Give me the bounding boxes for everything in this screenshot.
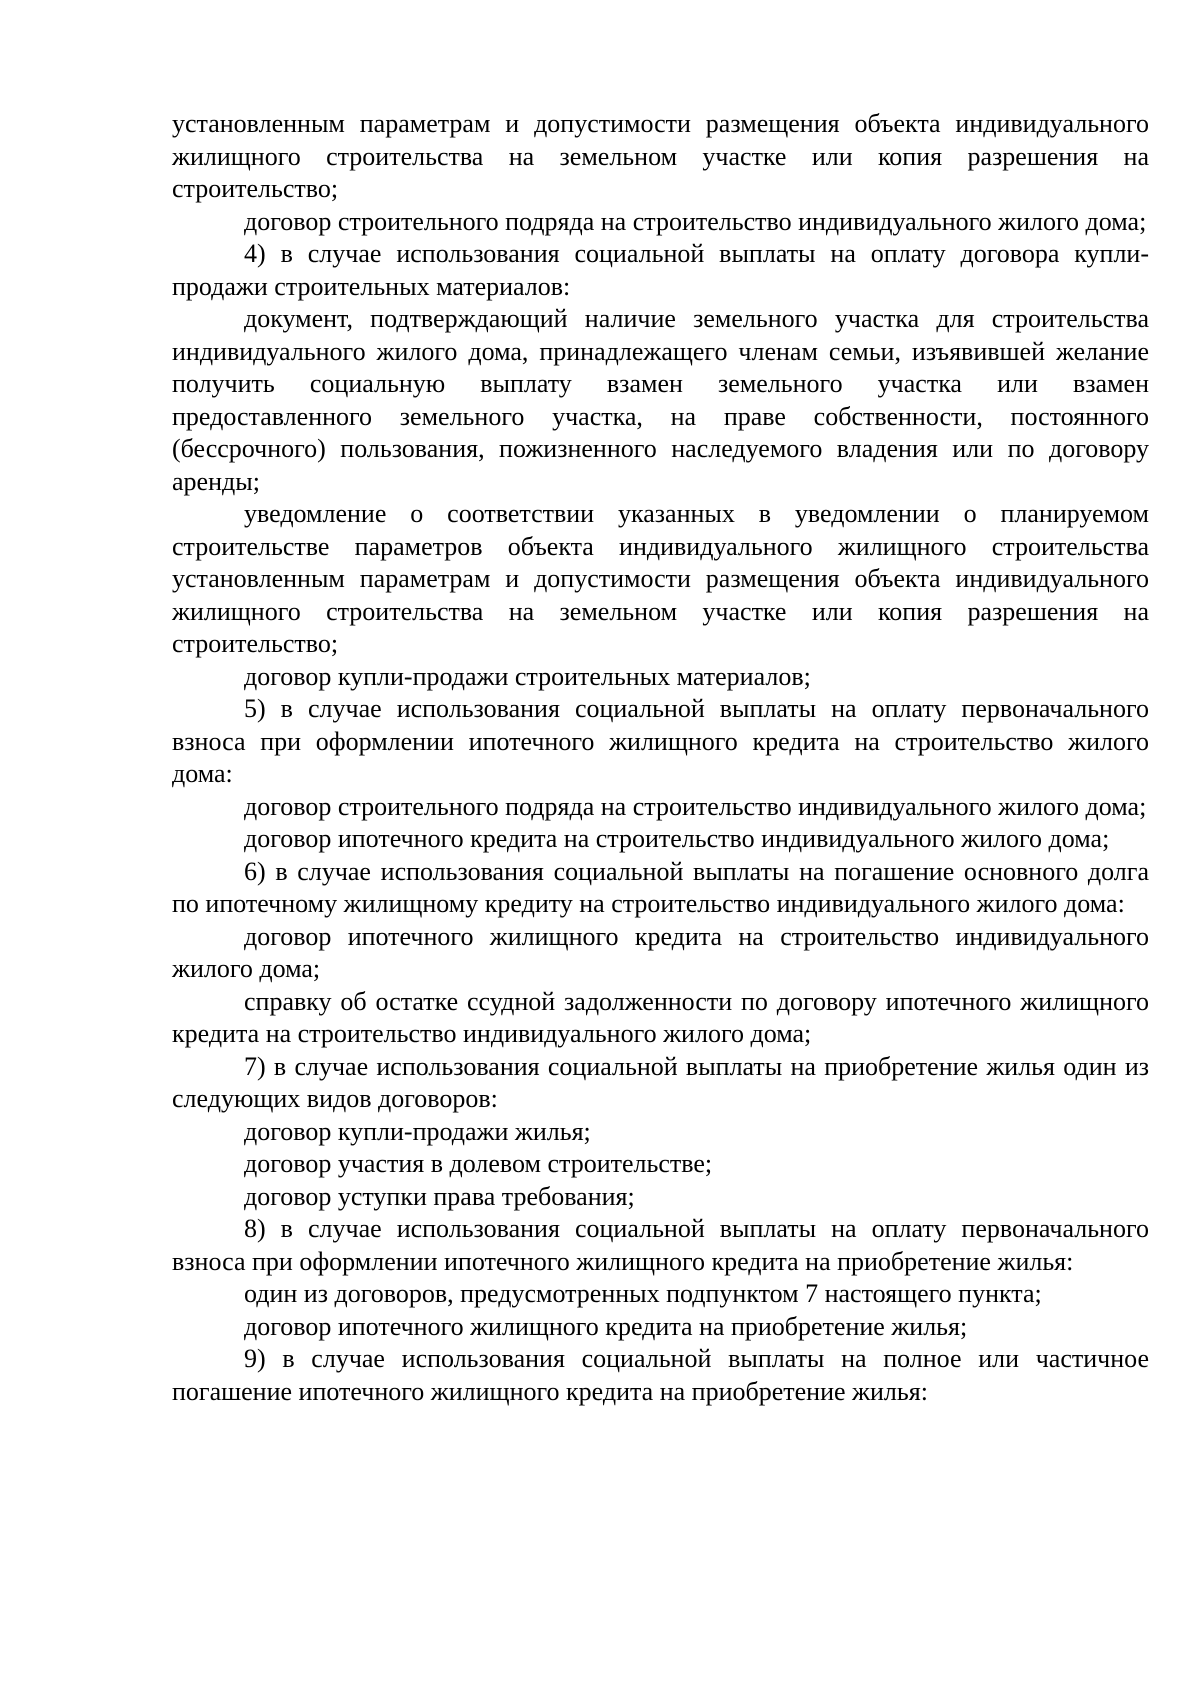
paragraph-8: договор строительного подряда на строительство индивидуального жилого дома; bbox=[244, 791, 1147, 821]
paragraph-2: договор строительного подряда на строительство индивидуального жилого дома; bbox=[244, 206, 1147, 236]
paragraph-14: договор купли-продажи жилья; bbox=[244, 1116, 591, 1146]
paragraph-9: договор ипотечного кредита на строительство индивидуального жилого дома; bbox=[244, 824, 1110, 853]
document-page bbox=[172, 108, 1149, 1408]
paragraph-12: справку об остатке ссудной задолженности по договору ипотечного жилищного кредита на строительство индивидуального жилого дома; bbox=[172, 986, 1149, 1048]
paragraph-10: 6) в случае использования социальной выплаты на погашение основного долга по ипотечному жилищному кредиту на строительство индивидуального жилого дома: bbox=[172, 856, 1149, 918]
paragraph-3: 4) в случае использования социальной выплаты на оплату договора купли-продажи строительных материалов: bbox=[172, 239, 1149, 301]
paragraph-4: документ, подтверждающий наличие земельного участка для строительства индивидуального жилого дома, принадлежащего членам семьи, изъявившей желание получить социальную выплату взамен земельного участка или взамен предоставленного земельного участка, на праве собственности, постоянного (бессрочного) пользования, пожизненного наследуемого владения или по договору аренды; bbox=[172, 304, 1149, 496]
paragraph-13: 7) в случае использования социальной выплаты на приобретение жилья один из следующих видов договоров: bbox=[172, 1051, 1149, 1113]
paragraph-7: 5) в случае использования социальной выплаты на оплату первоначального взноса при оформлении ипотечного жилищного кредита на строительство жилого дома: bbox=[172, 694, 1149, 788]
paragraph-19: договор ипотечного жилищного кредита на приобретение жилья; bbox=[244, 1311, 968, 1341]
paragraph-5: уведомление о соответствии указанных в уведомлении о планируемом строительстве параметров объекта индивидуального жилищного строительства установленным параметрам и допустимости размещения объекта индивидуального жилищного строительства на земельном участке или копия разрешения на строительство; bbox=[172, 499, 1149, 658]
paragraph-16: договор уступки права требования; bbox=[244, 1181, 635, 1211]
paragraph-15: договор участия в долевом строительстве; bbox=[244, 1149, 713, 1178]
paragraph-6: договор купли-продажи строительных материалов; bbox=[244, 661, 811, 691]
paragraph-20: 9) в случае использования социальной выплаты на полное или частичное погашение ипотечного жилищного кредита на приобретение жилья: bbox=[172, 1344, 1149, 1406]
paragraph-11: договор ипотечного жилищного кредита на строительство индивидуального жилого дома; bbox=[172, 921, 1149, 983]
paragraph-17: 8) в случае использования социальной выплаты на оплату первоначального взноса при оформлении ипотечного жилищного кредита на приобретение жилья: bbox=[172, 1214, 1149, 1276]
paragraph-1: установленным параметрам и допустимости размещения объекта индивидуального жилищного строительства на земельном участке или копия разрешения на строительство; bbox=[172, 109, 1149, 203]
paragraph-18: один из договоров, предусмотренных подпунктом 7 настоящего пункта; bbox=[244, 1279, 1042, 1308]
